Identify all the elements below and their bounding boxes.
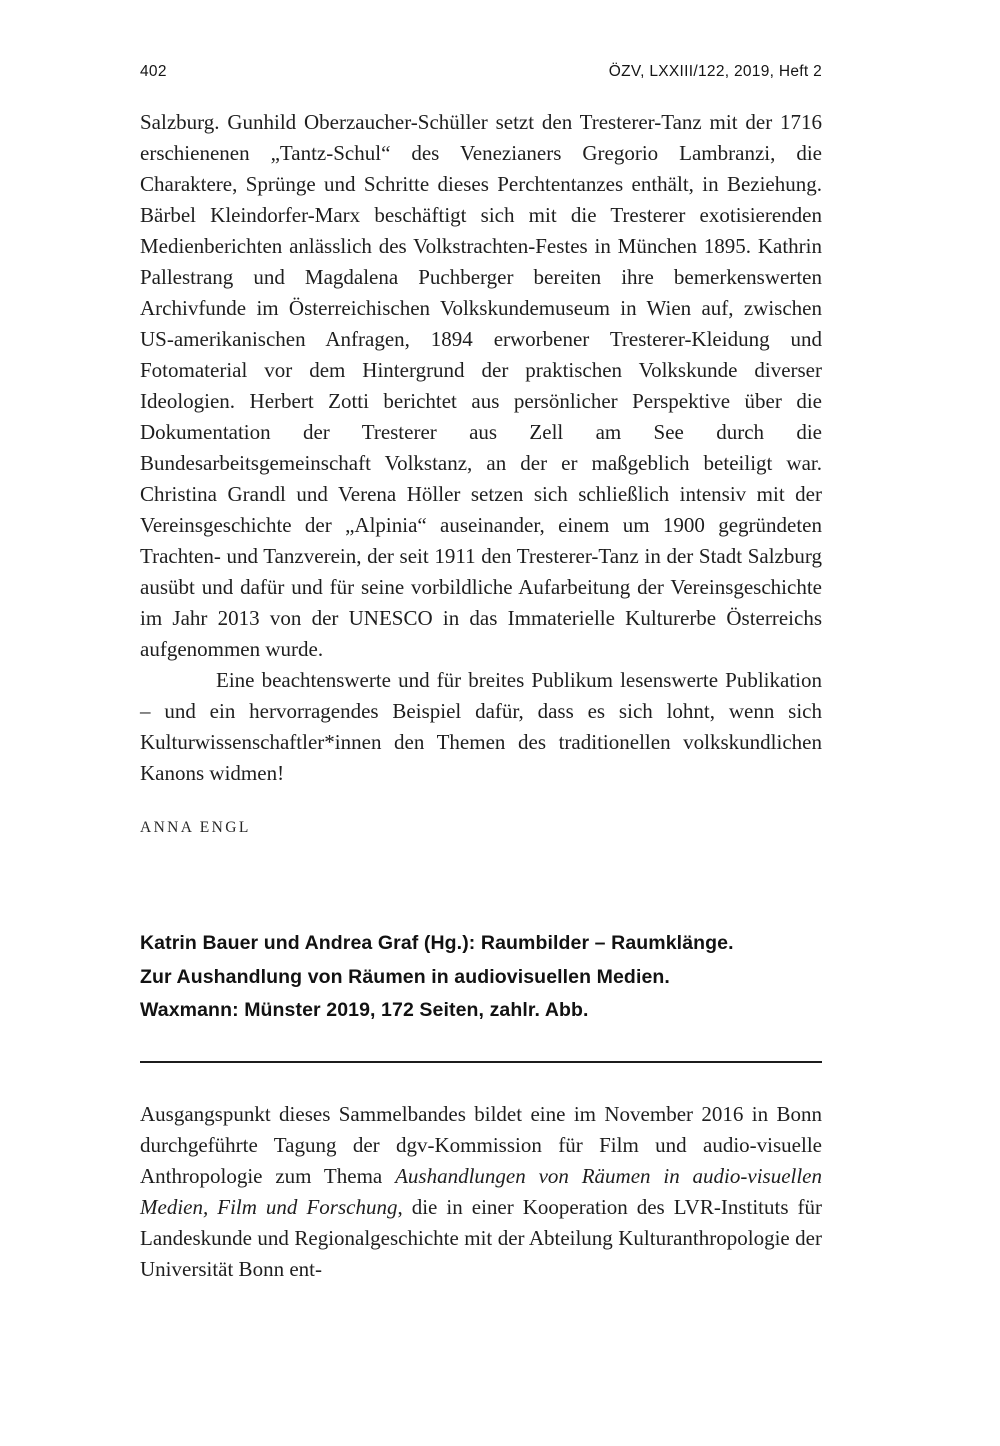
book-citation-line-1: Katrin Bauer und Andrea Graf (Hg.): Raumbilder – Raumklänge. [140, 932, 734, 954]
book-citation-line-3: Waxmann: Münster 2019, 172 Seiten, zahlr. Abb. [140, 999, 589, 1021]
review-author: ANNA ENGL [140, 819, 251, 836]
book-citation-heading [140, 927, 822, 1028]
book-citation-line-2: Zur Aushandlung von Räumen in audiovisuellen Medien. [140, 965, 670, 988]
page-number: 402 [140, 63, 167, 80]
review-opening-paragraph [140, 1099, 822, 1285]
italic-title-segment: Aushandlungen von Räumen in audio-visuellen Medien, Film und Forschung [140, 1163, 823, 1219]
review-conclusion-paragraph: Eine beachtenswerte und für breites Publikum lesenswerte Publikation – und ein hervorragendes Beispiel dafür, dass es sich lohnt, wenn sich Kulturwissenschaftler*innen den Themen des traditionellen volkskundlichen Kanons widmen! [140, 668, 822, 785]
text-segment: , die in einer Kooperation des LVR-Instituts für Landeskunde und Regionalgeschichte mit der Abteilung Kulturanthropologie der Universität Bonn ent- [140, 1194, 823, 1281]
journal-reference: ÖZV, LXXIII/122, 2019, Heft 2 [608, 63, 822, 80]
review-paragraph: Salzburg. Gunhild Oberzaucher-Schüller setzt den Tresterer-Tanz mit der 1716 erschienenen „Tantz-Schul“ des Venezianers Gregorio Lambranzi, die Charaktere, Sprünge und Schritte dieses Perchtentanzes enthält, in Beziehung. Bärbel Kleindorfer-Marx beschäftigt sich mit die Tresterer exotisierenden Medienberichten anlässlich des Volkstrachten-Festes in München 1895. Kathrin Pallestrang und Magdalena Puchberger bereiten ihre bemerkenswerten Archivfunde im Österreichischen Volkskundemuseum in Wien auf, zwischen US-amerikanischen Anfragen, 1894 erworbener Tresterer-Kleidung und Fotomaterial vor dem Hintergrund der praktischen Volkskunde diverser Ideologien. Herbert Zotti berichtet aus persönlicher Perspektive über die Dokumentation der Tresterer aus Zell am See durch die Bundesarbeitsgemeinschaft Volkstanz, an der er maßgeblich beteiligt war. Christina Grandl und Verena Höller setzen sich schließlich intensiv mit der Vereinsgeschichte der „Alpinia“ auseinander, einem um 1900 gegründeten Trachten- und Tanzverein, der seit 1911 den Tresterer-Tanz in der Stadt Salzburg ausübt und dafür und für seine vorbildliche Aufarbeitung der Vereinsgeschichte im Jahr 2013 von der UNESCO in das Immaterielle Kulturerbe Österreichs aufgenommen wurde. [140, 110, 822, 661]
text-segment: Ausgangspunkt dieses Sammelbandes bildet eine im November 2016 in Bonn durchgeführte Tagung der dgv-Kommission für Film und audio-visuelle Anthropologie zum Thema [140, 1101, 822, 1188]
page-header [140, 63, 822, 81]
section-divider [140, 1061, 822, 1063]
